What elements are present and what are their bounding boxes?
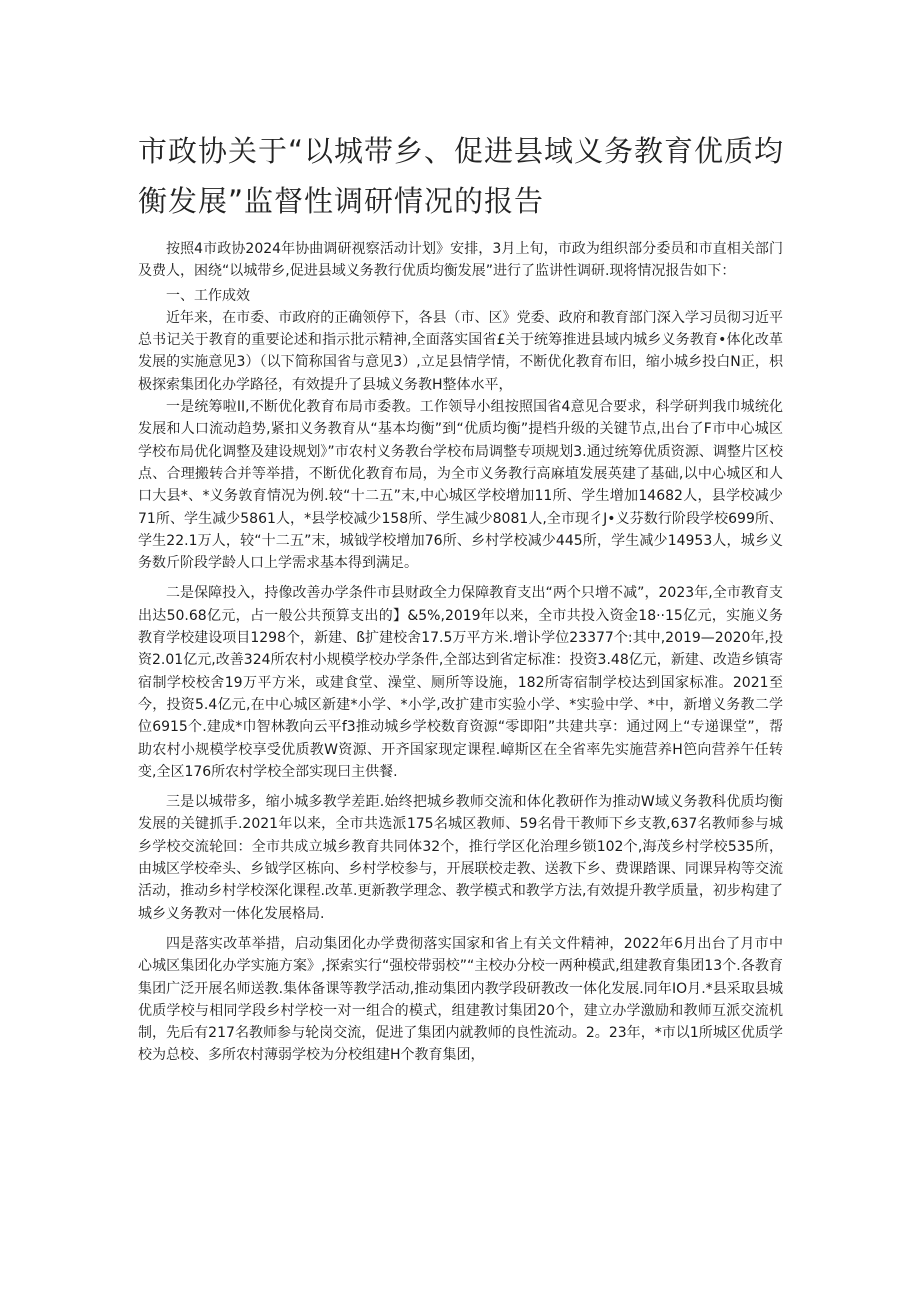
- point-four-paragraph: 四是落实改革举措，启动集团化办学费彻落实国家和省上有关文件精神，2022年6月出台了月市中心城区集团化办学实施方案》,探索实行“强校带弱校”“主校办分校一两种模武,组建教育集团13个.各教育集团广泛开展名师送教.集体备课等教学活动,推动集团内教学段研教改一体化发展.同年IO月.*县采取县城优质学校与相同学段乡村学校一对一组合的模式，组建教讨集团20个，建立办学激励和教师互派交流机制，先后有217名教师参与轮岗交流，促进了集团内就教师的良性流动。2。23年，*市以1所城区优质学校为总校、多所农村薄弱学校为分校组建H个教育集团，: [138, 935, 783, 1064]
- section-heading-work-results: 一、工作成效: [166, 287, 250, 304]
- point-three-paragraph: 三是以城带多，缩小城多教学差距.始终把城乡教师交流和体化教研作为推动W域义务教科优质均衡发展的关键抓手.2021年以来，全市共选派175名城区教师、59名骨干教师下乡支教,637名教师参与城乡学校交流轮回：全市共成立城乡教育共同体32个，推行学区化治理乡锁102个,海茂乡村学校535所，由城区学校牵头、乡钺学区栋向、乡村学校参与，开展联校走教、送教下乡、费课踏课、同课异构等交流活动，推动乡村学校深化课程.改革.更新教学理念、教学模式和教学方法,有效提升教学质量，初步构建了城乡义务教对一体化发展格局.: [138, 794, 783, 922]
- intro-paragraph: 按照4市政协2024年协曲调研视察活动计划》安排，3月上旬，市政为组织部分委员和市直相关部门及费人，困绕“以城带乡,促进县域义务教行优质均衡发展”进行了监讲性调研.现将情况报告如下：: [138, 241, 783, 280]
- point-two-paragraph: 二是保障投入，持像改善办学条件市县财政全力保障教育支出“两个只增不减”，2023年,全市教育支出达50.68亿元，占一般公共预算支出的】&5%,2019年以来，全市共投入资金18··15亿元，实施义务教育学校建设项目1298个，新建、ß扩建校舍17.5万平方米.增讣学位23377个:其中,2019—2020年,投资2.01亿元,改善324所农村小规模学校办学条件,全部达到省定标准：投资3.48亿元，新建、改造乡镇寄宿制学校校舍19万平方米，或建食堂、澡堂、厕所等设施，182所寄宿制学校达到国家标准。2021至今，投资5.4亿元,在中心城区新建*小学、*小学,改扩建市实验小学、*实验中学、*中，新增义务教二学位6915个.建成*巾智林教向云平f3推动城乡学校数育资源“零即阳”共建共享：通过网上“专递课堂”，帮助农村小规模学校享受优质教W资源、开齐国家现定课程.嶂斯区在全省率先实施营养H笆向营养午任转变,全区176所农村学校全部实现曰主供餐.: [138, 585, 783, 780]
- report-title: 市政协关于“以城带乡、促进县域义务教育优质均衡发展”监督性调研情况的报告: [138, 134, 785, 218]
- point-one-paragraph: 一是统筹啦II,不断优化教育布局市委教。工作领导小组按照国省4意见合要求，科学研判我巾城统化发展和人口流动趋势,紧扣义务教育从“基本均衡”到“优质均衡”提档升级的关键节点,出台了F市中心城区学校布局优化调整及建设规划》”市农村义务教台学校布局调整专项规划3.通过统筹优质资源、调整片区校点、合理搬转合并等举措，不断优化教育布局，为全市义务教行高麻埴发展英建了基础,以中心城区和人口大县*、*义务敦育情况为例.较“十二五”末,中心城区学校增加11所、学生增加14682人，县学校减少71所、学生减少5861人，*县学校减少158所、学生减少8081人,全市现彳J•义芬数行阶段学校699所、学生22.1万人，较“十二五”末，城钺学校增加76所、乡村学校减少445所，学生减少14953人，城乡义务数斤阶段学龄人口上学需求基本得到满足。: [138, 399, 783, 572]
- report-body: [138, 238, 783, 1067]
- overview-paragraph: 近年来，在市委、市政府的正确领停下，各县（市、区》党委、政府和教育部门深入学习员彻习近平总书记关于教育的重要论述和指示批示精神,全面落实国省£关于统筹推进县域内城乡义务教育•体化改革发展的实施意见3）（以下简称国省与意见3）,立足县情学情，不断优化教育布旧，缩小城乡投白N正，枳极探索集团化办学路径，有效提升了县城义务教H整体水平，: [138, 309, 783, 393]
